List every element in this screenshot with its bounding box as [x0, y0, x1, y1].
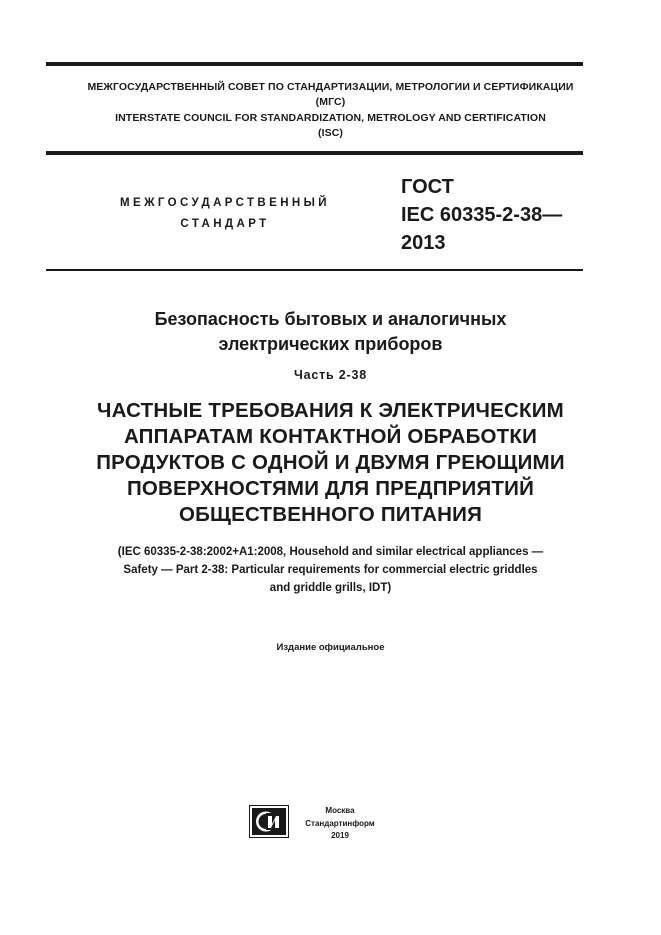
publisher-city: Москва — [325, 806, 355, 815]
designation-line1: ГОСТ — [401, 176, 454, 198]
council-en-line1: INTERSTATE COUNCIL FOR STANDARDIZATION, METROLOGY AND CERTIFICATION — [115, 112, 546, 124]
iec-reference-line2: Safety — Part 2-38: Particular requirements for commercial electric griddles — [123, 564, 538, 576]
iec-reference-line1: (IEC 60335-2-38:2002+A1:2008, Household and similar electrical appliances — — [117, 546, 544, 558]
council-rule — [46, 151, 583, 155]
standard-designation — [401, 173, 562, 257]
top-rule — [46, 62, 583, 66]
main-title-line2: АППАРАТАМ КОНТАКТНОЙ ОБРАБОТКИ — [123, 425, 538, 448]
standard-kind — [70, 193, 380, 235]
council-ru — [0, 80, 661, 110]
main-title-line4: ПОВЕРХНОСТЯМИ ДЛЯ ПРЕДПРИЯТИЙ — [126, 477, 535, 500]
council-ru-line1: МЕЖГОСУДАРСТВЕННЫЙ СОВЕТ ПО СТАНДАРТИЗАЦИИ, МЕТРОЛОГИИ И СЕРТИФИКАЦИИ — [87, 81, 574, 93]
iec-reference — [0, 543, 661, 597]
standartinform-logo-icon — [249, 805, 289, 838]
part-label: Часть 2-38 — [294, 368, 367, 382]
subtitle — [0, 307, 661, 357]
publisher-year: 2019 — [331, 831, 349, 840]
council-en — [0, 111, 661, 141]
edition-label: Издание официальное — [276, 642, 385, 653]
publisher-name: Стандартинформ — [305, 818, 375, 828]
main-title-line5: ОБЩЕСТВЕННОГО ПИТАНИЯ — [178, 503, 483, 526]
iec-reference-line3: and griddle grills, IDT) — [269, 582, 392, 594]
publisher-block — [292, 805, 388, 843]
header-rule — [46, 269, 583, 271]
designation-line3: 2013 — [401, 232, 446, 254]
designation-line2: IEC 60335-2-38— — [401, 204, 563, 226]
main-title — [0, 398, 661, 528]
council-ru-line2: (МГС) — [315, 96, 346, 108]
main-title-line3: ПРОДУКТОВ С ОДНОЙ И ДВУМЯ ГРЕЮЩИМИ — [96, 451, 565, 474]
council-en-line2: (ISC) — [318, 127, 343, 139]
main-title-line1: ЧАСТНЫЕ ТРЕБОВАНИЯ К ЭЛЕКТРИЧЕСКИМ — [97, 399, 564, 422]
subtitle-line1: Безопасность бытовых и аналогичных — [154, 309, 507, 329]
standard-kind-line2: СТАНДАРТ — [180, 218, 270, 230]
subtitle-line2: электрических приборов — [218, 334, 443, 354]
standard-kind-line1: МЕЖГОСУДАРСТВЕННЫЙ — [120, 197, 330, 209]
